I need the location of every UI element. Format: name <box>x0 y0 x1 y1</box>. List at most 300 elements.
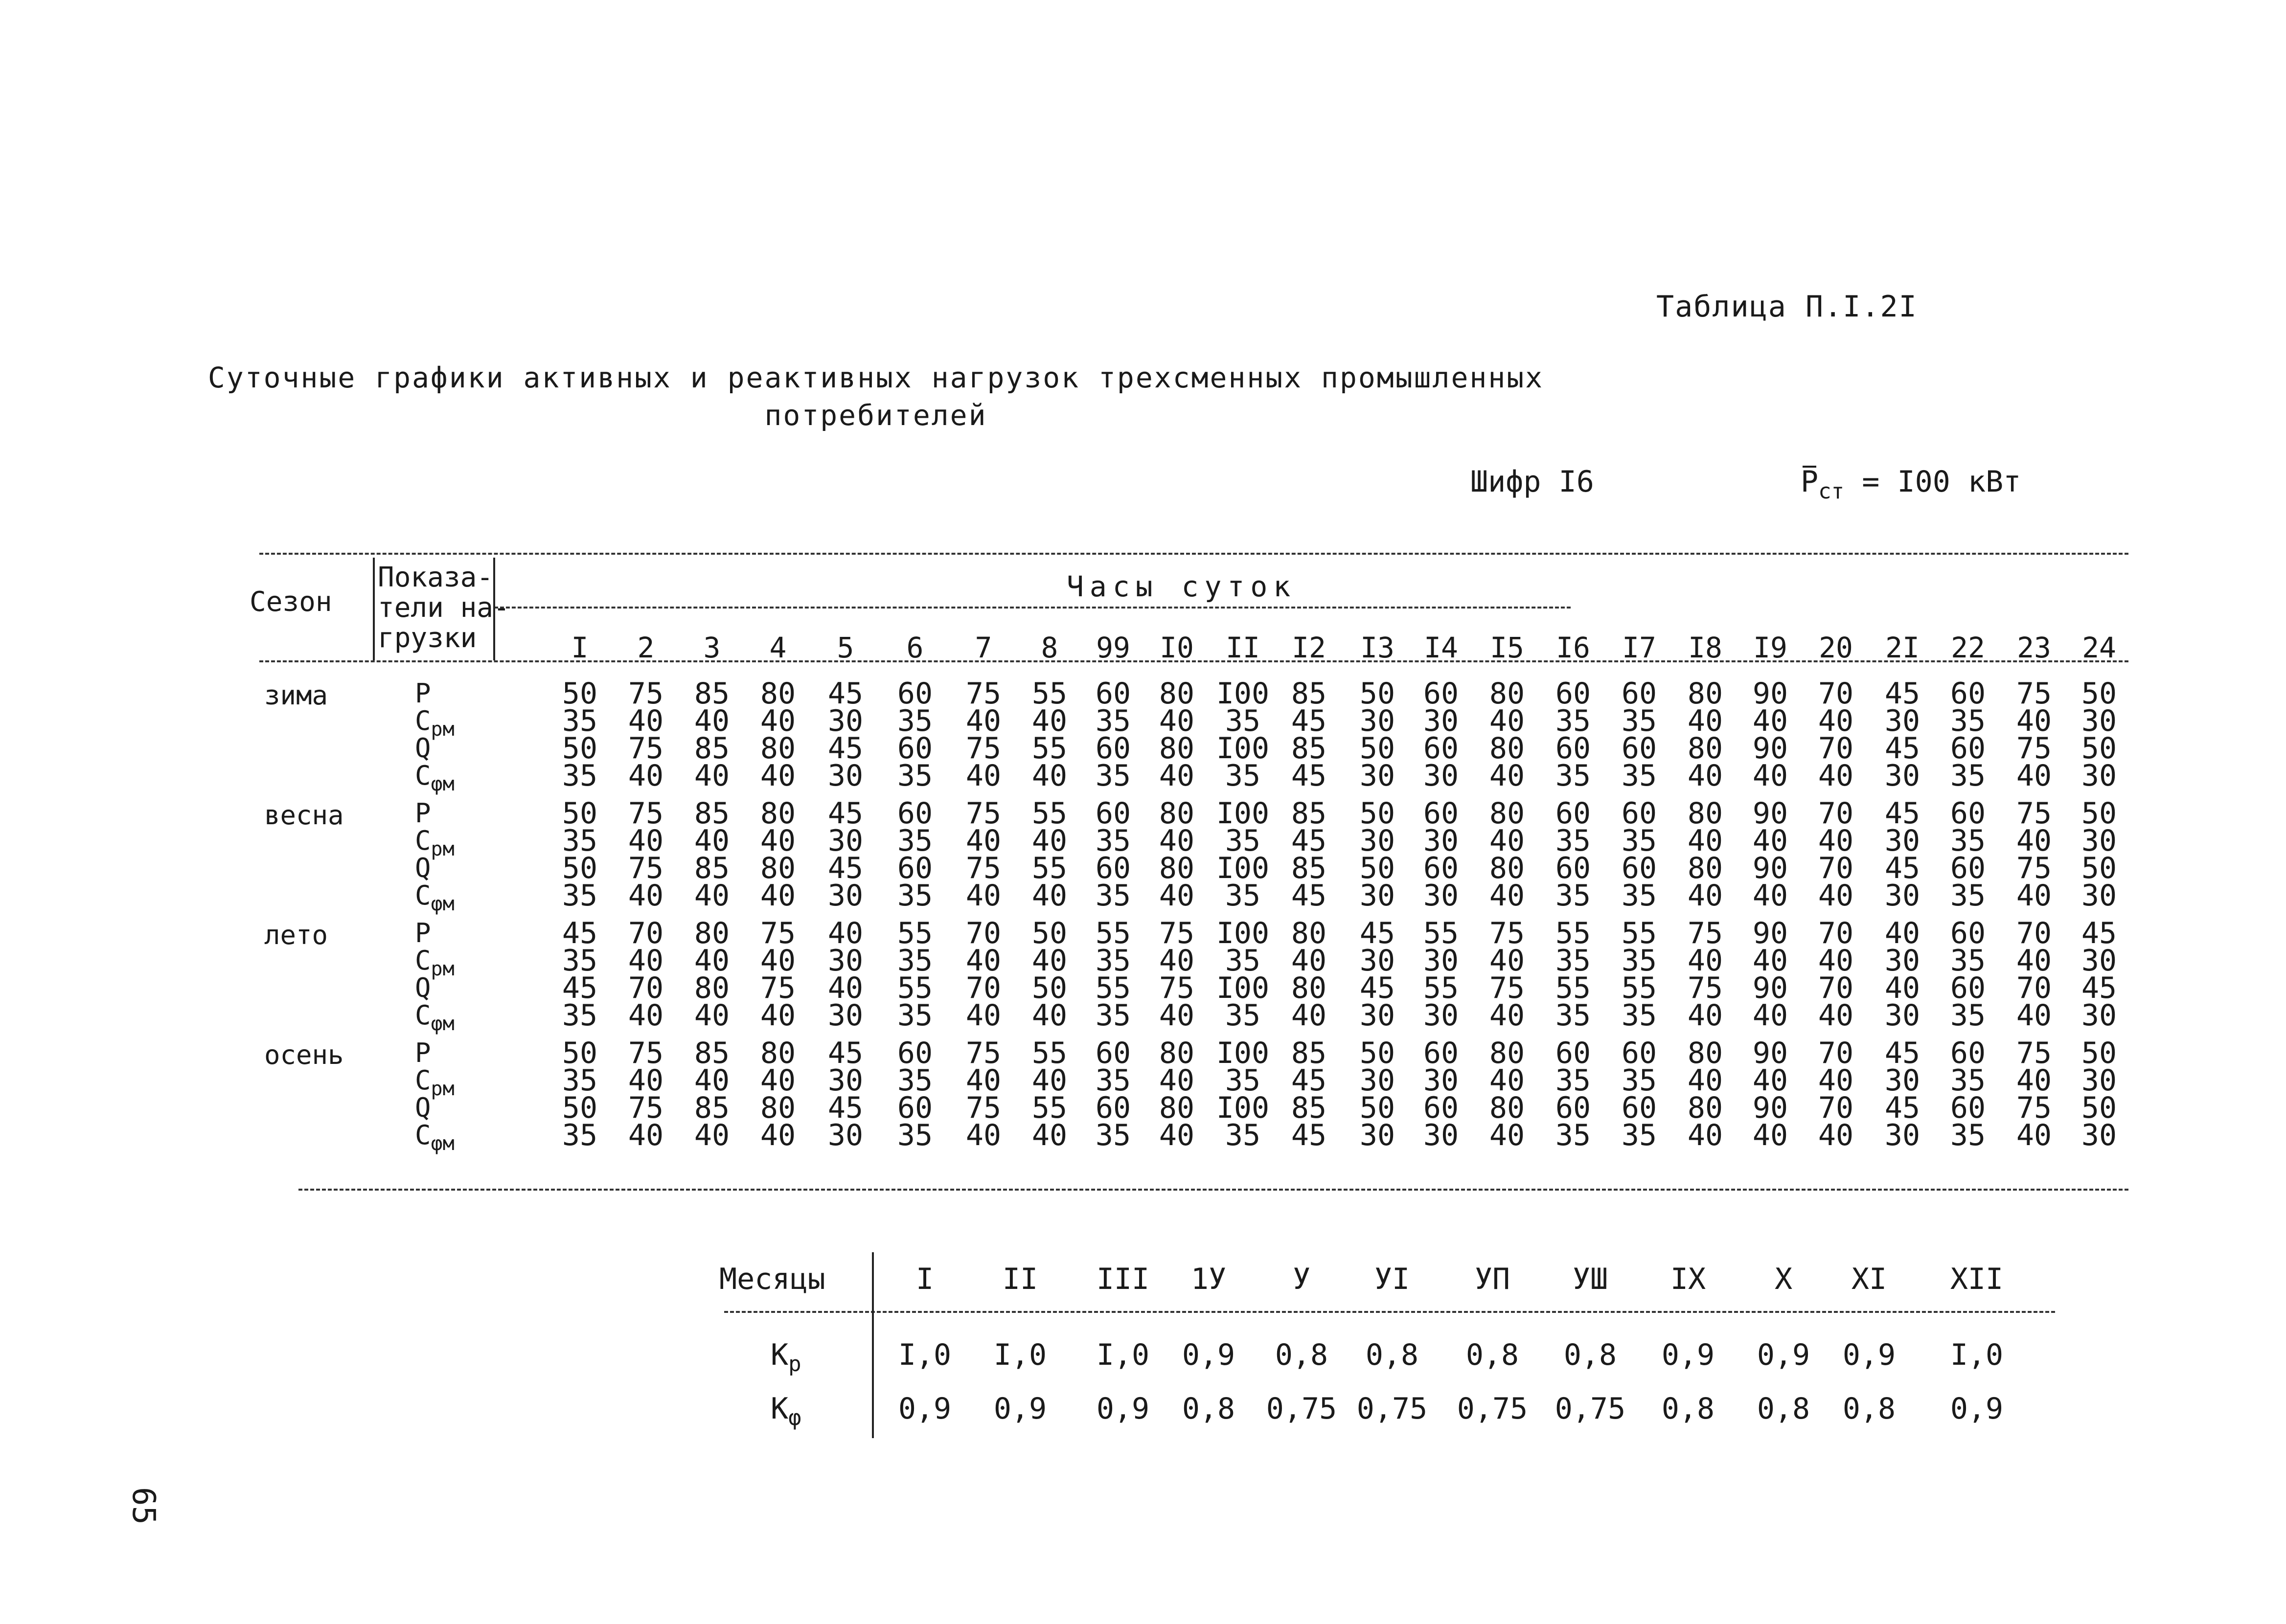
load-value: 40 <box>1818 1063 1854 1098</box>
indicator-subscript: рм <box>431 1078 455 1100</box>
indicators-header-line1: Показа- <box>378 562 494 593</box>
load-value: 35 <box>562 824 598 858</box>
load-value: 60 <box>897 796 933 831</box>
load-value: 35 <box>1555 1063 1591 1098</box>
load-value: 30 <box>1423 1063 1459 1098</box>
load-value: 40 <box>1159 998 1195 1033</box>
load-value: 50 <box>2081 796 2117 831</box>
load-value: 40 <box>1818 998 1854 1033</box>
load-value: 75 <box>2016 1036 2052 1070</box>
load-value: 40 <box>1031 759 1068 793</box>
load-value: 30 <box>827 1063 864 1098</box>
load-value: 60 <box>1950 851 1986 885</box>
load-value: 40 <box>1818 879 1854 913</box>
hour-values-column <box>2070 1036 2128 1152</box>
coefficient-value: 0,9 <box>993 1392 1047 1426</box>
load-value: 75 <box>2016 677 2052 711</box>
hour-values-column <box>1412 677 1470 793</box>
coefficient-value: I,0 <box>1096 1338 1150 1372</box>
load-value: 60 <box>897 1091 933 1125</box>
load-value: 70 <box>628 916 664 950</box>
hour-values-column <box>2070 677 2128 793</box>
load-value: 30 <box>1884 824 1920 858</box>
indicator-subscript: φм <box>431 1132 455 1155</box>
load-value: 50 <box>1359 796 1395 831</box>
load-value: 45 <box>1359 971 1395 1005</box>
load-value: 40 <box>628 998 664 1033</box>
load-value: 40 <box>965 998 1002 1033</box>
load-value: 75 <box>2016 851 2052 885</box>
load-value: 55 <box>1621 971 1657 1005</box>
load-value: 90 <box>1752 731 1788 766</box>
hour-values-column <box>1544 1036 1602 1152</box>
load-value: 60 <box>1555 731 1591 766</box>
load-value: 60 <box>1423 796 1459 831</box>
load-value: 30 <box>1884 998 1920 1033</box>
hour-values-column <box>1084 677 1143 793</box>
load-value: 40 <box>1489 879 1525 913</box>
load-value: I00 <box>1216 796 1270 831</box>
header-divider-1 <box>373 558 375 660</box>
load-value: 55 <box>1031 1091 1068 1125</box>
load-value: 40 <box>1489 1118 1525 1152</box>
load-value: 30 <box>1423 824 1459 858</box>
load-value: 75 <box>965 731 1002 766</box>
load-value: 45 <box>827 796 864 831</box>
hour-values-column <box>1741 1036 1800 1152</box>
coefficient-value: 0,9 <box>1950 1392 2004 1426</box>
hour-values-column <box>617 677 675 793</box>
hour-values-column <box>1213 796 1272 913</box>
load-value: 80 <box>1489 731 1525 766</box>
load-value: 40 <box>760 944 796 978</box>
hour-values-column <box>1939 677 1997 793</box>
load-value: 60 <box>897 731 933 766</box>
coefficient-value: 0,8 <box>1563 1338 1617 1372</box>
load-value: 70 <box>965 971 1002 1005</box>
hour-header-16: I6 <box>1556 631 1590 664</box>
load-value: 40 <box>760 1063 796 1098</box>
load-value: 50 <box>562 851 598 885</box>
load-value: 35 <box>1095 1118 1131 1152</box>
load-value: 90 <box>1752 971 1788 1005</box>
indicators-header-line3: грузки <box>378 622 477 654</box>
load-value: 75 <box>1687 916 1723 950</box>
load-value: 40 <box>1031 1118 1068 1152</box>
load-value: 45 <box>1291 1063 1327 1098</box>
load-value: 85 <box>1291 1036 1327 1070</box>
hour-values-column <box>954 1036 1013 1152</box>
load-value: 55 <box>1095 916 1131 950</box>
load-value: 35 <box>1621 704 1657 738</box>
hour-values-column <box>1610 796 1669 913</box>
load-value: 40 <box>1884 971 1920 1005</box>
load-value: 75 <box>628 851 664 885</box>
load-value: 80 <box>760 677 796 711</box>
hour-header-8: 8 <box>1041 631 1058 664</box>
hour-values-column <box>1610 677 1669 793</box>
hour-values-column <box>816 677 875 793</box>
load-value: 75 <box>628 796 664 831</box>
load-value: 30 <box>2081 879 2117 913</box>
load-value: 50 <box>2081 1036 2117 1070</box>
load-value: 85 <box>1291 731 1327 766</box>
indicator-labels <box>415 918 455 1035</box>
table-bottom-rule <box>298 1189 2128 1191</box>
hour-values-column <box>886 796 944 913</box>
hour-values-column <box>1806 916 1865 1033</box>
hour-values-column <box>1478 677 1536 793</box>
load-value: 75 <box>628 677 664 711</box>
hour-header-18: I8 <box>1688 631 1722 664</box>
load-value: I00 <box>1216 1036 1270 1070</box>
load-value: 75 <box>1489 971 1525 1005</box>
load-value: 45 <box>1884 851 1920 885</box>
load-value: 80 <box>1489 1036 1525 1070</box>
load-value: 60 <box>1423 731 1459 766</box>
load-value: 35 <box>1225 824 1261 858</box>
indicator-subscript: φм <box>431 893 455 915</box>
load-value: 35 <box>562 759 598 793</box>
coefficient-value: 0,9 <box>1661 1338 1715 1372</box>
load-value: 90 <box>1752 1036 1788 1070</box>
month-header: УП <box>1474 1262 1510 1296</box>
load-value: 30 <box>1884 1063 1920 1098</box>
load-value: 75 <box>2016 796 2052 831</box>
load-value: 30 <box>1884 944 1920 978</box>
hour-values-column <box>1147 916 1206 1033</box>
load-value: 40 <box>694 998 730 1033</box>
hour-values-column <box>1676 1036 1735 1152</box>
load-value: 35 <box>1225 944 1261 978</box>
hour-values-column <box>1676 677 1735 793</box>
load-value: 50 <box>1359 1091 1395 1125</box>
load-value: 40 <box>1687 1063 1723 1098</box>
load-value: 35 <box>897 998 933 1033</box>
rated-power-symbol: P <box>1801 465 1819 499</box>
load-value: 70 <box>1818 796 1854 831</box>
load-value: 35 <box>1621 759 1657 793</box>
hour-values-column <box>1280 1036 1338 1152</box>
load-value: 55 <box>1031 677 1068 711</box>
coefficient-value: I,0 <box>993 1338 1047 1372</box>
load-value: 45 <box>1291 759 1327 793</box>
load-value: 55 <box>897 916 933 950</box>
load-value: 30 <box>827 824 864 858</box>
hour-values-column <box>2005 796 2063 913</box>
load-value: 75 <box>965 677 1002 711</box>
hour-values-column <box>816 1036 875 1152</box>
load-value: 35 <box>1225 1063 1261 1098</box>
load-value: 40 <box>1031 704 1068 738</box>
load-value: 40 <box>1884 916 1920 950</box>
load-value: 40 <box>1159 1118 1195 1152</box>
load-value: 80 <box>1159 677 1195 711</box>
load-value: 40 <box>827 971 864 1005</box>
load-value: 40 <box>2016 1118 2052 1152</box>
hour-values-column <box>617 796 675 913</box>
load-value: 35 <box>562 704 598 738</box>
load-value: 60 <box>1950 971 1986 1005</box>
load-value: 60 <box>1555 796 1591 831</box>
load-value: 40 <box>1159 1063 1195 1098</box>
load-value: 45 <box>1291 879 1327 913</box>
hour-values-column <box>1147 796 1206 913</box>
load-value: 35 <box>1095 944 1131 978</box>
load-value: 60 <box>897 851 933 885</box>
load-value: 35 <box>562 879 598 913</box>
hour-values-column <box>1280 796 1338 913</box>
load-value: 30 <box>1423 1118 1459 1152</box>
load-value: 80 <box>1159 1036 1195 1070</box>
load-value: 35 <box>1555 824 1591 858</box>
load-value: 85 <box>1291 851 1327 885</box>
load-value: 35 <box>1621 1063 1657 1098</box>
indicator-subscript: рм <box>431 718 455 741</box>
load-value: 75 <box>628 1036 664 1070</box>
load-value: 60 <box>1950 1091 1986 1125</box>
indicator-symbol: Q <box>415 853 431 883</box>
load-value: 40 <box>1752 759 1788 793</box>
hour-values-column <box>1084 796 1143 913</box>
load-value: 30 <box>2081 1118 2117 1152</box>
indicators-header-line2: тели на- <box>378 592 510 624</box>
hour-values-column <box>1084 1036 1143 1152</box>
load-value: 45 <box>562 971 598 1005</box>
load-value: 40 <box>2016 944 2052 978</box>
hours-title-rule <box>494 607 1571 609</box>
load-value: I00 <box>1216 1091 1270 1125</box>
coefficient-subscript: φ <box>788 1405 801 1430</box>
load-value: 80 <box>1687 851 1723 885</box>
load-value: 40 <box>1291 944 1327 978</box>
load-value: 45 <box>1884 1091 1920 1125</box>
load-value: 60 <box>1950 731 1986 766</box>
hour-values-column <box>1084 916 1143 1033</box>
load-value: 40 <box>1752 879 1788 913</box>
indicator-label <box>415 825 455 860</box>
hour-header-22: 22 <box>1951 631 1985 664</box>
load-value: 30 <box>1359 704 1395 738</box>
months-label: Месяцы <box>719 1262 825 1296</box>
load-value: 80 <box>760 851 796 885</box>
load-value: 55 <box>1031 796 1068 831</box>
load-value: 80 <box>1687 796 1723 831</box>
indicator-symbol: P <box>415 918 431 948</box>
load-value: 45 <box>1884 796 1920 831</box>
load-value: 40 <box>965 759 1002 793</box>
load-value: 40 <box>1818 704 1854 738</box>
load-value: 40 <box>1687 998 1723 1033</box>
coefficient-value: 0,9 <box>1096 1392 1150 1426</box>
load-value: 35 <box>1621 879 1657 913</box>
hour-values-column <box>2005 677 2063 793</box>
load-value: 75 <box>760 916 796 950</box>
load-value: 35 <box>562 1118 598 1152</box>
hour-values-column <box>1873 677 1932 793</box>
hours-title: Часы суток <box>1067 570 1297 603</box>
coefficient-value: 0,75 <box>1266 1392 1337 1426</box>
indicator-symbol: Q <box>415 1092 431 1123</box>
hour-header-17: I7 <box>1622 631 1656 664</box>
month-header: II <box>1002 1262 1038 1296</box>
indicator-symbol: Q <box>415 733 431 764</box>
load-value: 30 <box>1359 944 1395 978</box>
load-value: 35 <box>1225 704 1261 738</box>
indicator-symbol: C <box>415 880 431 911</box>
load-value: 80 <box>1159 731 1195 766</box>
hour-values-column <box>1412 796 1470 913</box>
load-value: 35 <box>1095 759 1131 793</box>
load-value: 80 <box>1291 971 1327 1005</box>
coefficient-subscript: p <box>788 1352 801 1376</box>
hour-values-column <box>1741 916 1800 1033</box>
coefficient-value: 0,75 <box>1554 1392 1626 1426</box>
load-value: 35 <box>1621 944 1657 978</box>
load-value: 40 <box>628 944 664 978</box>
indicator-symbol: Q <box>415 972 431 1003</box>
indicator-symbol: C <box>415 760 431 791</box>
month-header: I <box>915 1262 934 1296</box>
hour-header-24: 24 <box>2082 631 2116 664</box>
hour-values-column <box>1147 677 1206 793</box>
load-value: I00 <box>1216 731 1270 766</box>
load-value: 40 <box>1489 704 1525 738</box>
load-value: 60 <box>897 677 933 711</box>
load-value: 60 <box>1621 731 1657 766</box>
load-value: 30 <box>1423 944 1459 978</box>
load-value: 70 <box>1818 1036 1854 1070</box>
indicators-header <box>378 563 510 654</box>
load-value: 70 <box>1818 916 1854 950</box>
indicator-label <box>415 680 455 707</box>
load-value: 40 <box>1489 824 1525 858</box>
hour-values-column <box>1806 796 1865 913</box>
load-value: 70 <box>1818 1091 1854 1125</box>
indicator-symbol: C <box>415 825 431 856</box>
hour-values-column <box>1544 916 1602 1033</box>
hour-values-column <box>617 1036 675 1152</box>
hour-values-column <box>886 916 944 1033</box>
load-value: 60 <box>1555 677 1591 711</box>
load-value: 40 <box>628 704 664 738</box>
load-value: 75 <box>965 796 1002 831</box>
table-top-rule <box>259 553 2128 555</box>
indicator-subscript: φм <box>431 1013 455 1035</box>
hour-values-column <box>2070 796 2128 913</box>
hour-values-column <box>1020 916 1079 1033</box>
hour-values-column <box>683 916 741 1033</box>
hour-values-column <box>1544 677 1602 793</box>
load-value: I00 <box>1216 971 1270 1005</box>
load-value: 40 <box>1291 998 1327 1033</box>
load-value: 40 <box>1031 879 1068 913</box>
load-value: 45 <box>827 851 864 885</box>
load-value: 60 <box>1423 1091 1459 1125</box>
load-value: 75 <box>628 1091 664 1125</box>
load-value: 40 <box>1752 1118 1788 1152</box>
hour-values-column <box>954 916 1013 1033</box>
hour-header-3: 3 <box>703 631 721 664</box>
load-value: 30 <box>827 879 864 913</box>
coefficient-label <box>771 1392 801 1430</box>
load-value: 55 <box>1423 971 1459 1005</box>
load-value: 80 <box>1489 796 1525 831</box>
load-value: 35 <box>1950 759 1986 793</box>
load-value: 40 <box>1752 1063 1788 1098</box>
month-header: 1У <box>1190 1262 1227 1296</box>
load-value: 60 <box>1423 677 1459 711</box>
hour-values-column <box>550 1036 609 1152</box>
hour-values-column <box>1348 796 1407 913</box>
load-value: 35 <box>1095 1063 1131 1098</box>
load-value: 40 <box>694 759 730 793</box>
load-value: 75 <box>2016 731 2052 766</box>
load-value: 40 <box>1489 998 1525 1033</box>
load-value: 55 <box>1031 851 1068 885</box>
hour-values-column <box>617 916 675 1033</box>
hour-values-column <box>550 796 609 913</box>
load-value: 55 <box>1031 731 1068 766</box>
load-value: 60 <box>1621 1091 1657 1125</box>
load-value: 30 <box>1423 759 1459 793</box>
hour-values-column <box>1676 916 1735 1033</box>
load-value: 55 <box>1095 971 1131 1005</box>
month-header: X <box>1774 1262 1793 1296</box>
hour-values-column <box>1213 916 1272 1033</box>
months-rule <box>724 1311 2055 1313</box>
load-value: 90 <box>1752 1091 1788 1125</box>
load-value: 40 <box>965 704 1002 738</box>
load-value: 30 <box>1884 879 1920 913</box>
hour-values-column <box>1348 1036 1407 1152</box>
load-value: 35 <box>1950 879 1986 913</box>
load-value: 80 <box>1687 1091 1723 1125</box>
load-value: 30 <box>2081 824 2117 858</box>
load-value: 30 <box>1884 759 1920 793</box>
coefficient-symbol: K <box>771 1392 789 1426</box>
load-value: 45 <box>827 1091 864 1125</box>
hour-values-column <box>816 796 875 913</box>
load-value: 60 <box>1950 1036 1986 1070</box>
load-value: 50 <box>1359 731 1395 766</box>
load-value: 50 <box>1359 851 1395 885</box>
load-value: 40 <box>1031 1063 1068 1098</box>
coefficient-value: 0,8 <box>1465 1338 1519 1372</box>
load-value: 80 <box>694 971 730 1005</box>
load-value: I00 <box>1216 916 1270 950</box>
load-value: 40 <box>1489 1063 1525 1098</box>
coefficient-value: 0,9 <box>1757 1338 1810 1372</box>
load-value: 75 <box>1687 971 1723 1005</box>
load-value: 40 <box>694 1063 730 1098</box>
load-value: 30 <box>2081 944 2117 978</box>
hour-values-column <box>1213 677 1272 793</box>
coefficient-value: 0,75 <box>1356 1392 1428 1426</box>
load-value: 40 <box>694 824 730 858</box>
hour-header-14: I4 <box>1424 631 1458 664</box>
load-value: 80 <box>1159 796 1195 831</box>
indicator-subscript: рм <box>431 958 455 980</box>
cipher-label: Шифр I6 <box>1470 465 1594 499</box>
load-value: 45 <box>1291 1118 1327 1152</box>
hour-header-6: 6 <box>906 631 924 664</box>
load-value: 30 <box>1359 824 1395 858</box>
load-value: 45 <box>2081 916 2117 950</box>
coefficient-value: 0,9 <box>1182 1338 1235 1372</box>
season-name: весна <box>264 800 344 831</box>
load-value: 40 <box>694 704 730 738</box>
